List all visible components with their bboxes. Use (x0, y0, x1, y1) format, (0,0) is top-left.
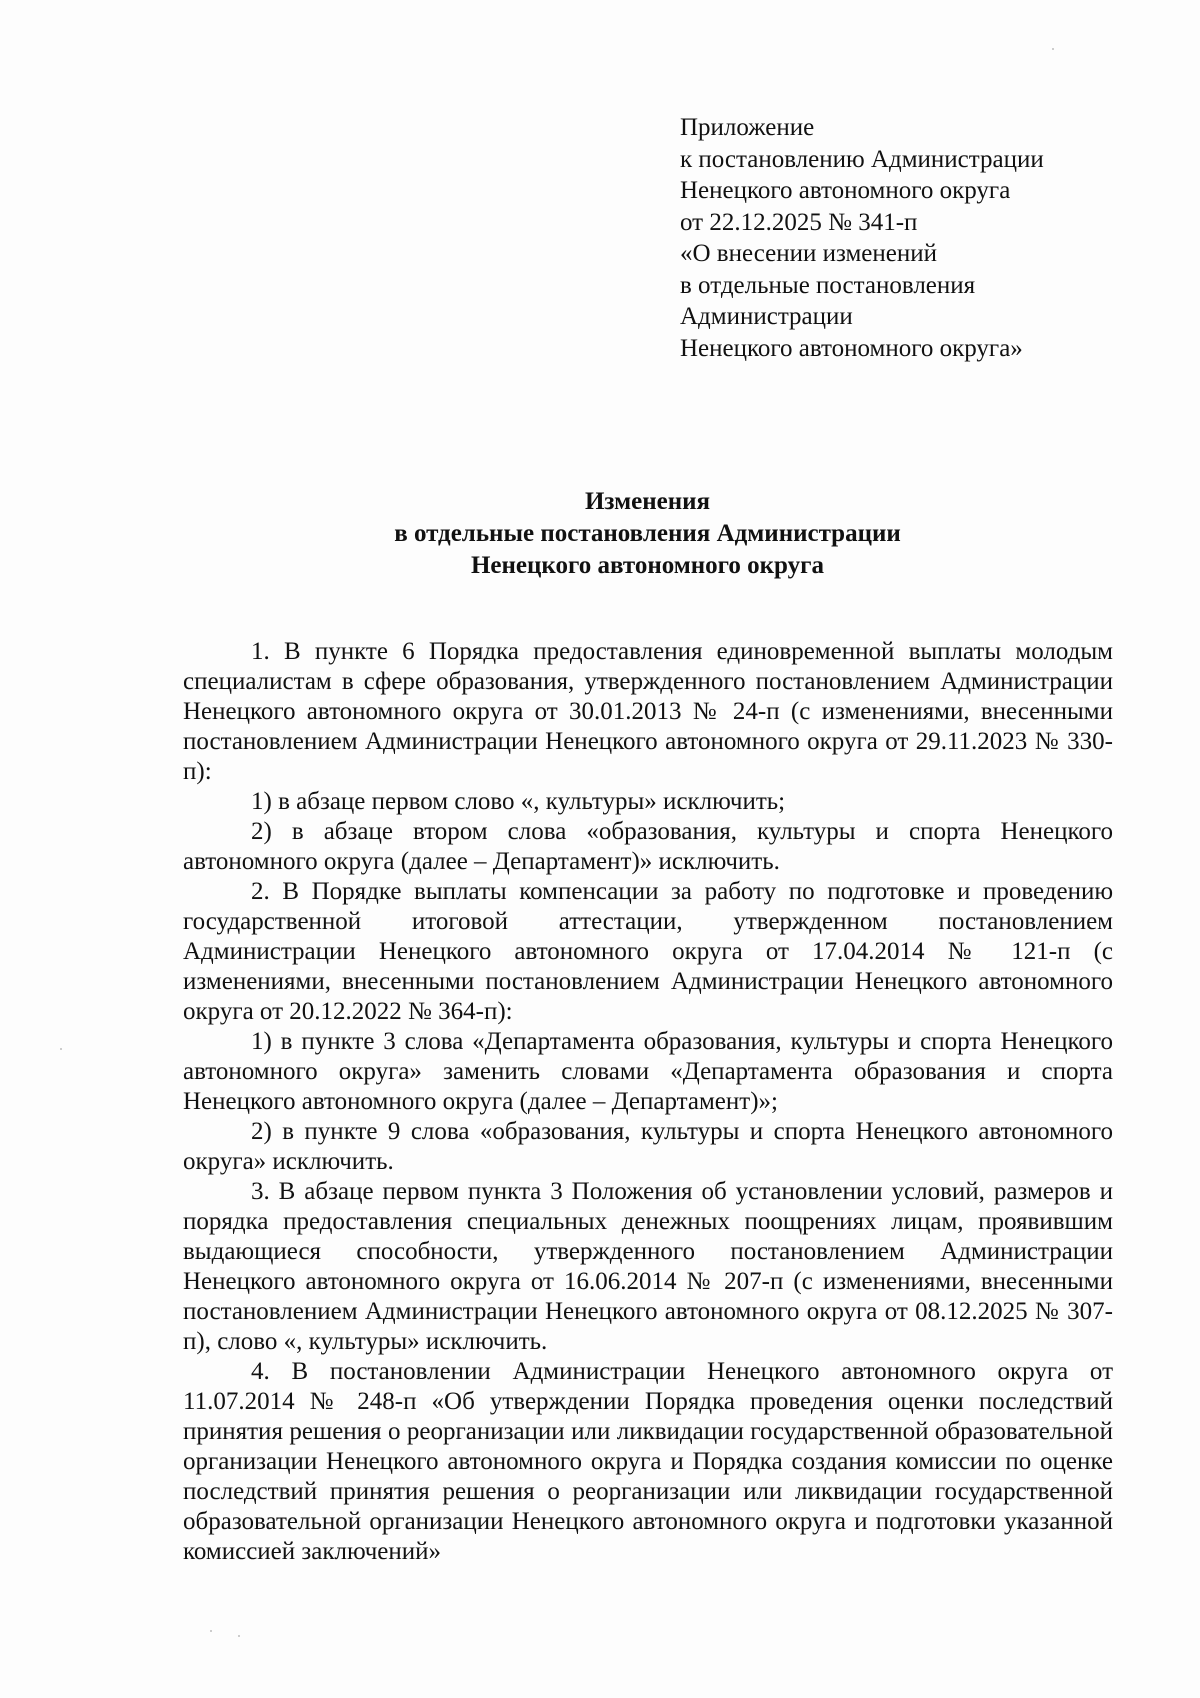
attachment-header (680, 112, 1150, 364)
title-line: в отдельные постановления Администрации (394, 520, 901, 547)
document-title (180, 486, 1115, 582)
paragraph-item-2: 2. В Порядке выплаты компенсации за работу по подготовке и проведению государственной итоговой аттестации, утвержденном постановлением Администрации Ненецкого автономного округа от 17.04.2014 № 121-п (с изменениями, внесенными постановлением Администрации Ненецкого автономного округа от 20.12.2022 № 364-п): (183, 878, 1113, 1025)
paragraph-item-3: 3. В абзаце первом пункта 3 Положения об установлении условий, размеров и порядка предоставления специальных денежных поощрениях лицам, проявившим выдающиеся способности, утвержденного постановлением Администрации Ненецкого автономного округа от 16.06.2014 № 207-п (с изменениями, внесенными постановлением Администрации Ненецкого автономного округа от 08.12.2025 № 307-п), слово «, культуры» исключить. (183, 1178, 1113, 1355)
paragraph-item-4: 4. В постановлении Администрации Ненецкого автономного округа от 11.07.2014 № 248-п «Об утверждении Порядка проведения оценки последствий принятия решения о реорганизации или ликвидации государственной образовательной организации Ненецкого автономного округа и Порядка создания комиссии по оценке последствий принятия решения о реорганизации или ликвидации государственной образовательной организации Ненецкого автономного округа и подготовки указанной комиссией заключений» (183, 1358, 1113, 1565)
attachment-line: Ненецкого автономного округа» (680, 334, 1023, 362)
attachment-line: в отдельные постановления (680, 271, 976, 299)
paragraph-subitem-2-2: 2) в пункте 9 слова «образования, культуры и спорта Ненецкого автономного округа» исключить. (183, 1118, 1113, 1175)
paragraph-item-1: 1. В пункте 6 Порядка предоставления единовременной выплаты молодым специалистам в сфере образования, утвержденного постановлением Администрации Ненецкого автономного округа от 30.01.2013 № 24-п (с изменениями, внесенными постановлением Администрации Ненецкого автономного округа от 29.11.2023 № 330-п): (183, 638, 1113, 785)
attachment-line: к постановлению Администрации (680, 145, 1044, 173)
scan-speck (238, 1635, 240, 1637)
title-line: Ненецкого автономного округа (470, 552, 824, 579)
document-body (183, 637, 1113, 1567)
paragraph-subitem-1-1: 1) в абзаце первом слово «, культуры» исключить; (251, 788, 786, 815)
attachment-line: Администрации (680, 303, 853, 330)
attachment-line: Приложение (680, 114, 815, 141)
paragraph-subitem-2-1: 1) в пункте 3 слова «Департамента образования, культуры и спорта Ненецкого автономного округа» заменить словами «Департамента образования и спорта Ненецкого автономного округа (далее – Департамент)»; (183, 1028, 1113, 1115)
paragraph-subitem-1-2: 2) в абзаце втором слова «образования, культуры и спорта Ненецкого автономного округа (далее – Департамент)» исключить. (183, 818, 1113, 875)
attachment-line: от 22.12.2025 № 341-п (680, 208, 918, 236)
scan-speck (210, 1630, 212, 1632)
scan-speck (1052, 48, 1054, 50)
attachment-line: «О внесении изменений (680, 240, 938, 267)
attachment-line: Ненецкого автономного округа (680, 177, 1011, 204)
scan-speck (60, 1048, 62, 1050)
title-line: Изменения (584, 488, 711, 515)
